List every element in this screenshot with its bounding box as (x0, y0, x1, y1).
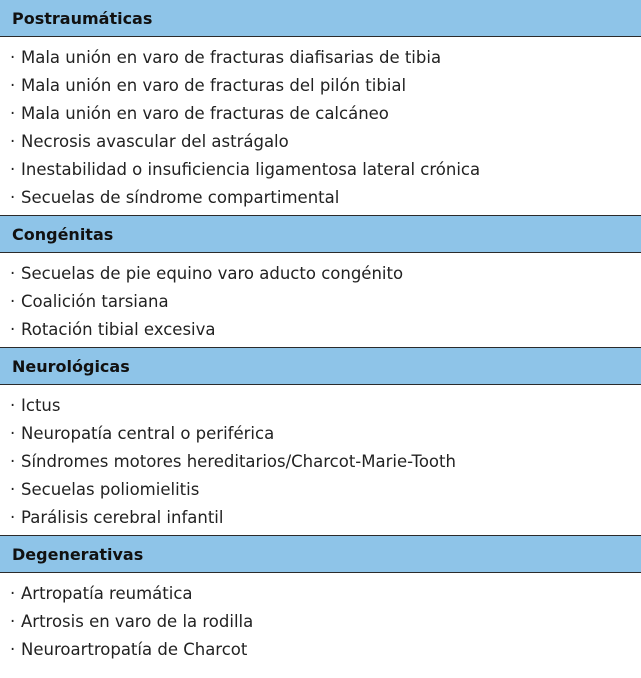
bullet-icon: · (10, 132, 16, 151)
list-item-text: Inestabilidad o insuficiencia ligamentosa lateral crónica (21, 160, 481, 179)
list-item (0, 44, 641, 72)
list-item (0, 288, 641, 316)
bullet-icon: · (10, 584, 16, 603)
section-list-congenitas (0, 253, 641, 348)
list-item-text: Neuroartropatía de Charcot (21, 640, 248, 659)
bullet-icon: · (10, 76, 16, 95)
bullet-icon: · (10, 48, 16, 67)
list-item-text: Artrosis en varo de la rodilla (21, 612, 254, 631)
list-item-text: Síndromes motores hereditarios/Charcot-Marie-Tooth (21, 452, 456, 471)
list-item (0, 420, 641, 448)
list-item (0, 260, 641, 288)
list-item-text: Ictus (21, 396, 61, 415)
section-header-neurologicas (0, 348, 641, 385)
list-item (0, 184, 641, 212)
list-item (0, 504, 641, 532)
list-item (0, 608, 641, 636)
bullet-icon: · (10, 320, 16, 339)
list-item (0, 636, 641, 664)
bullet-icon: · (10, 640, 16, 659)
bullet-icon: · (10, 480, 16, 499)
list-item-text: Rotación tibial excesiva (21, 320, 216, 339)
list-item-text: Necrosis avascular del astrágalo (21, 132, 289, 151)
list-item-text: Artropatía reumática (21, 584, 193, 603)
section-title: Neurológicas (12, 356, 130, 376)
section-title: Degenerativas (12, 544, 144, 564)
list-item-text: Mala unión en varo de fracturas diafisarias de tibia (21, 48, 442, 67)
list-item-text: Mala unión en varo de fracturas de calcáneo (21, 104, 389, 123)
section-list-neurologicas (0, 385, 641, 536)
list-item-text: Parálisis cerebral infantil (21, 508, 224, 527)
list-item-text: Coalición tarsiana (21, 292, 169, 311)
list-item (0, 448, 641, 476)
list-item (0, 580, 641, 608)
section-header-postraumaticas (0, 0, 641, 37)
section-header-congenitas (0, 216, 641, 253)
bullet-icon: · (10, 264, 16, 283)
list-item (0, 100, 641, 128)
list-item-text: Secuelas de pie equino varo aducto congénito (21, 264, 404, 283)
bullet-icon: · (10, 292, 16, 311)
list-item (0, 392, 641, 420)
list-item-text: Secuelas poliomielitis (21, 480, 200, 499)
list-item (0, 316, 641, 344)
section-list-degenerativas (0, 573, 641, 667)
bullet-icon: · (10, 452, 16, 471)
list-item-text: Mala unión en varo de fracturas del pilón tibial (21, 76, 407, 95)
bullet-icon: · (10, 160, 16, 179)
list-item (0, 156, 641, 184)
bullet-icon: · (10, 188, 16, 207)
list-item-text: Secuelas de síndrome compartimental (21, 188, 340, 207)
bullet-icon: · (10, 612, 16, 631)
bullet-icon: · (10, 424, 16, 443)
section-title: Congénitas (12, 224, 114, 244)
bullet-icon: · (10, 396, 16, 415)
bullet-icon: · (10, 104, 16, 123)
section-header-degenerativas (0, 536, 641, 573)
list-item (0, 476, 641, 504)
list-item (0, 128, 641, 156)
section-title: Postraumáticas (12, 8, 153, 28)
list-item-text: Neuropatía central o periférica (21, 424, 275, 443)
section-list-postraumaticas (0, 37, 641, 216)
bullet-icon: · (10, 508, 16, 527)
list-item (0, 72, 641, 100)
